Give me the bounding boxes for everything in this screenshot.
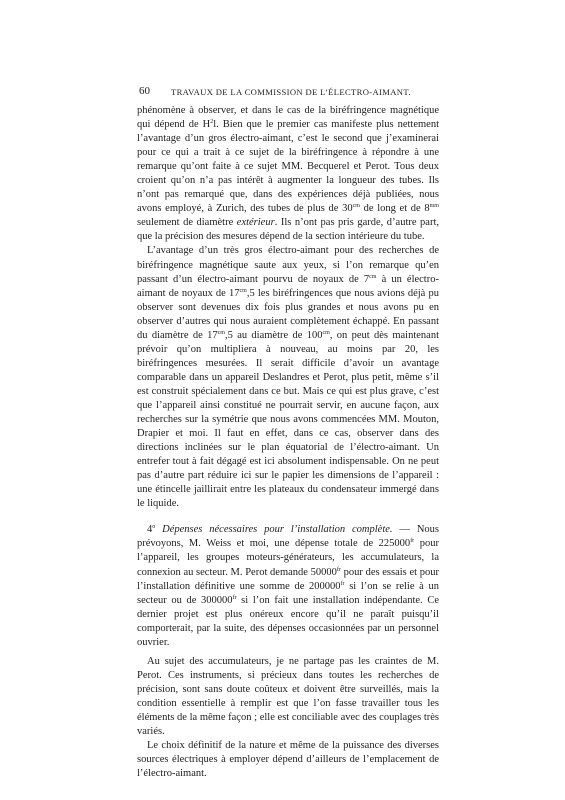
paragraph-5: Le choix définitif de la nature et même de la puissance des diverses sources électriques à employer dépend d’ailleurs de l’emplacement de l’électro-aimant.: [137, 740, 439, 780]
page-header: [139, 84, 437, 98]
page-number: 60: [139, 85, 150, 97]
section-title: Dépenses nécessaires pour l’installation complète.: [155, 524, 393, 536]
paragraph-3: 4$^o$ Dépenses nécessaires pour l’installation complète. — Nous prévoyons, M. Weiss et moi, une dépense totale de $225000^{fr}$ pour l’appareil, les groupes moteurs-générateurs, les accumulateurs, la connexion au secteur. M. Perot demande $50000^{fr}$ pour des essais et pour l’installation définitive une somme de $200000^{fr}$ si l’on se relie à un secteur ou de $300000^{fr}$ si l’on fait une installation indépendante. Ce dernier projet est plus onéreux encore qu’il ne paraît puisqu’il comporterait, par la suite, des dépenses occasionnées par un personnel ouvrier.: [137, 524, 439, 648]
paragraph-4: Au sujet des accumulateurs, je ne partage pas les craintes de M. Perot. Ces instruments, si précieux dans toutes les recherches de précision, sont sans doute coûteux et doivent être surveillés, mais la condition essentielle à remplir est que l’on fasse travailler tous les éléments de la même façon ; elle est conciliable avec des couplages très variés.: [137, 655, 439, 738]
paragraph-2: L’avantage d’un très gros électro-aimant pour des recherches de biréfringence magnétique saute aux yeux, si l’on remarque qu’en passant d’un électro-aimant pourvu de noyaux de $7^{cm}$ à un électro-aimant de noyaux de $17^{cm},5$ les biréfringences que nous avions déjà pu observer sont devenues dix fois plus grandes et nous avons pu en observer d’autres qui nous auraient complètement échappé. En passant du diamètre de $17^{cm},5$ au diamètre de $100^{cm}$, on peut dès maintenant prévoir qu’on multipliera à nouveau, au moins par 20, les biréfringences mesurées. Il serait difficile d’avoir un avantage comparable dans un appareil Deslandres et Perot, plus petit, même s’il est construit spécialement dans ce but. Mais ce qui est plus grave, c’est que l’appareil ainsi constitué ne pourrait servir, en aucune façon, aux recherches sur la symétrie que nous avons commencées MM. Mouton, Drapier et moi. Il faut en effet, dans ce cas, observer dans des directions inclinées sur le plan équatorial de l’électro-aimant. Un entrefer tout à fait dégagé est ici absolument indispensable. On ne peut pas d’autre part réduire ici sur le papier les dimensions de l’appareil : une étincelle jaillirait entre les plateaux du condensateur immergé dans le liquide.: [137, 245, 439, 510]
body-text: [137, 104, 439, 781]
running-title: TRAVAUX DE LA COMMISSION DE L’ÉLECTRO-AIMANT.: [171, 87, 411, 97]
paragraph-1: phénomène à observer, et dans le cas de la biréfringence magnétique qui dépend de $H^2l$. Bien que le premier cas manifeste plus nettement l’avantage d’un gros électro-aimant, c’est le second que j’examinerai pour ce qui a trait à ce sujet de la biréfringence à répondre à une remarque qu’ont faite à ce sujet MM. Becquerel et Perot. Tous deux croient qu’on n’a pas intérêt à augmenter la longueur des tubes. Ils n’ont pas remarqué que, dans des expériences déjà publiées, nous avons employé, à Zurich, des tubes de plus de $30^{cm}$ de long et de $8^{mm}$ seulement de diamètre extérieur. Ils n’ont pas pris garde, d’autre part, que la précision des mesures dépend de la section intérieure du tube.: [137, 105, 439, 243]
